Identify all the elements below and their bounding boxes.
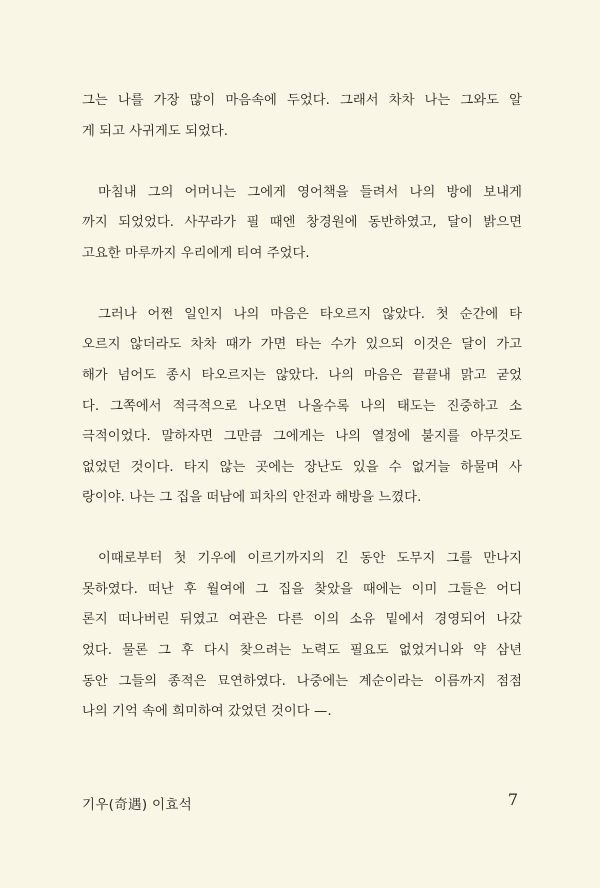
- paragraph: [82, 300, 522, 514]
- paragraph: [82, 178, 522, 270]
- text-line: 오르지 않더라도 차차 때가 가면 타는 수가 있으되 이것은 달이 가고: [82, 337, 522, 353]
- text-line: 나의 기억 속에 희미하여 갔었던 것이다 —.: [82, 704, 332, 720]
- text-line: 었다. 물론 그 후 다시 찾으려는 노력도 필요도 없었거니와 약 삼년: [82, 643, 522, 659]
- text-line: 랑이야. 나는 그 집을 떠남에 피차의 안전과 해방을 느꼈다.: [82, 490, 422, 506]
- text-line: 다. 그쪽에서 적극적으로 나오면 나올수록 나의 태도는 진중하고 소: [82, 398, 522, 414]
- page-number: 7: [507, 790, 518, 809]
- text-line: 까지 되었었다. 사꾸라가 필 때엔 창경원에 동반하였고, 달이 밝으면: [82, 215, 522, 231]
- text-line: 그는 나를 가장 많이 마음속에 두었다. 그래서 차차 나는 그와도 알: [82, 93, 522, 108]
- text-line: 마침내 그의 어머니는 그에게 영어책을 들려서 나의 방에 보내게: [98, 184, 522, 200]
- text-line: 없었던 것이다. 타지 않는 곳에는 장난도 있을 수 없거늘 하물며 사: [82, 459, 522, 475]
- text-line: 동안 그들의 종적은 묘연하였다. 나중에는 계순이라는 이름까지 점점: [82, 673, 522, 689]
- text-line: 못하였다. 떠난 후 월여에 그 집을 찾았을 때에는 이미 그들은 어디: [82, 581, 522, 597]
- text-line: 이때로부터 첫 기우에 이르기까지의 긴 동안 도무지 그를 만나지: [98, 551, 522, 567]
- running-footer-title: 기우(奇遇) 이효석: [82, 797, 193, 813]
- text-line: 고요한 마루까지 우리에게 티여 주었다.: [82, 245, 310, 261]
- paragraph: [82, 86, 522, 147]
- text-line: 론지 떠나버린 뒤였고 여관은 다른 이의 소유 밑에서 경영되어 나갔: [82, 612, 522, 628]
- body-text: [82, 86, 522, 728]
- paragraph: [82, 544, 522, 728]
- text-line: 해가 넘어도 종시 타오르지는 않았다. 나의 마음은 끝끝내 맑고 굳었: [82, 367, 522, 383]
- text-line: 그러나 어쩐 일인지 나의 마음은 타오르지 않았다. 첫 순간에 타: [98, 306, 522, 322]
- text-line: 게 되고 사귀게도 되었다.: [82, 123, 229, 139]
- text-line: 극적이었다. 말하자면 그만큼 그에게는 나의 열정에 불지를 아무것도: [82, 429, 522, 445]
